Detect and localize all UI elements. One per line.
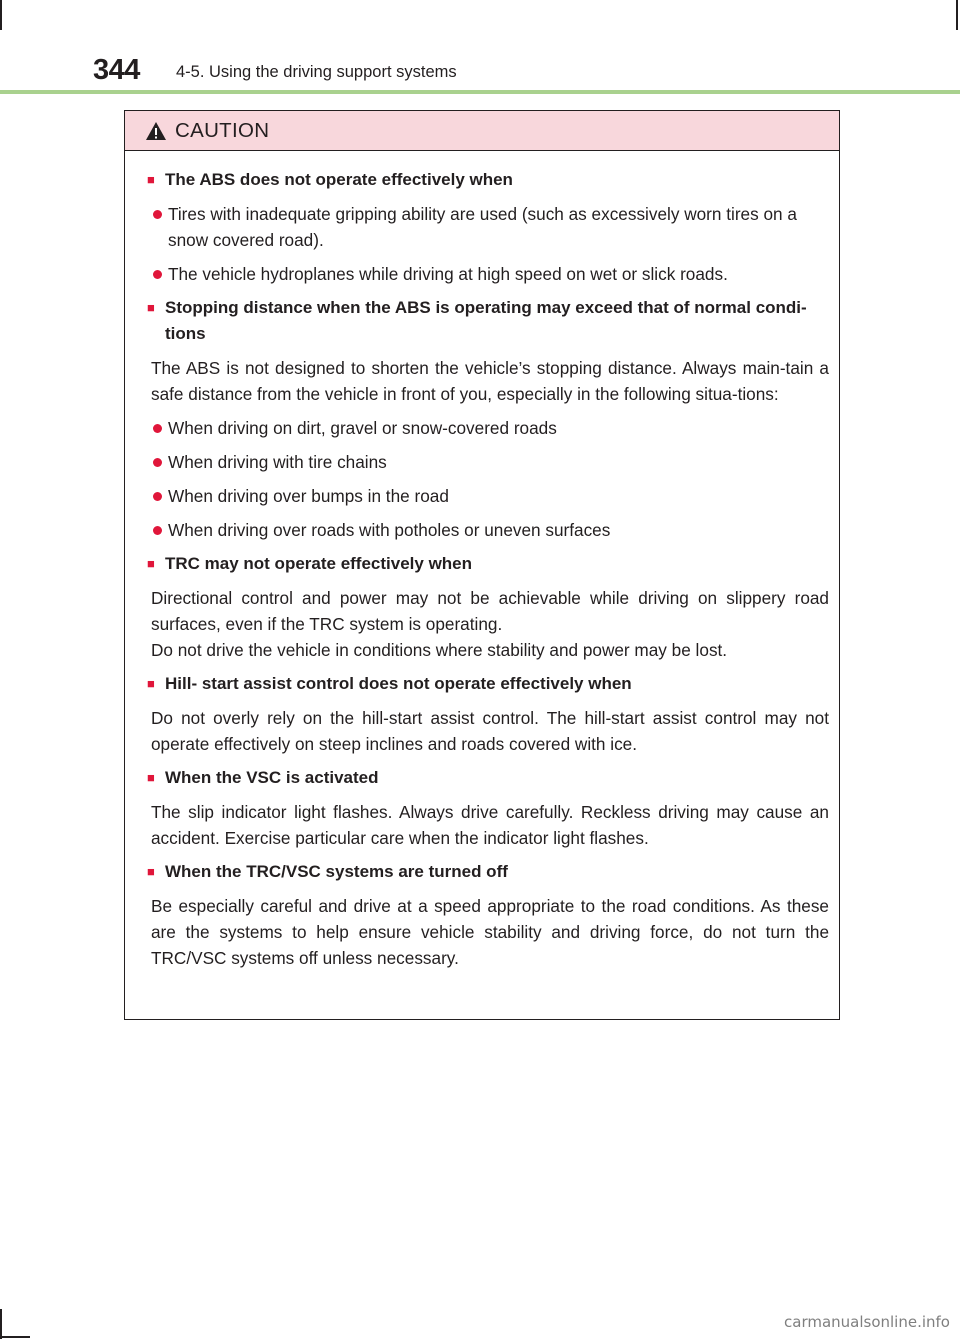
section-heading: ■ The ABS does not operate effectively when bbox=[147, 167, 829, 193]
round-bullet-icon bbox=[153, 526, 162, 535]
list-item: When driving with tire chains bbox=[153, 449, 829, 475]
section-paragraph: The slip indicator light flashes. Always drive carefully. Reckless driving may cause an accident. Exercise particular care when the indicator light flashes. bbox=[151, 802, 829, 848]
section-paragraph: Directional control and power may not be achievable while driving on slippery road surfaces, even if the TRC system is operating. bbox=[151, 588, 829, 634]
square-bullet-icon: ■ bbox=[147, 172, 155, 187]
caution-content bbox=[125, 151, 839, 971]
section-heading: ■ Hill- start assist control does not operate effectively when bbox=[147, 671, 829, 697]
page-header bbox=[0, 0, 960, 96]
square-bullet-icon: ■ bbox=[147, 556, 155, 571]
header-rule bbox=[0, 90, 960, 94]
section-heading: ■ When the TRC/VSC systems are turned off bbox=[147, 859, 829, 885]
list-item: When driving on dirt, gravel or snow-covered roads bbox=[153, 415, 829, 441]
round-bullet-icon bbox=[153, 270, 162, 279]
page-number: 344 bbox=[93, 54, 140, 86]
square-bullet-icon: ■ bbox=[147, 300, 155, 315]
square-bullet-icon: ■ bbox=[147, 864, 155, 879]
section-title: 4-5. Using the driving support systems bbox=[176, 63, 457, 81]
section-paragraph: Do not drive the vehicle in conditions where stability and power may be lost. bbox=[151, 640, 728, 660]
crop-mark-bottom-left-v bbox=[0, 1309, 2, 1339]
list-item: When driving over roads with potholes or uneven surfaces bbox=[153, 517, 829, 543]
list-item: When driving over bumps in the road bbox=[153, 483, 829, 509]
list-item: Tires with inadequate gripping ability are used (such as excessively worn tires on a snow covered road). bbox=[153, 201, 829, 253]
round-bullet-icon bbox=[153, 210, 162, 219]
caution-header bbox=[125, 111, 839, 151]
caution-box bbox=[124, 110, 840, 1020]
section-paragraph: The ABS is not designed to shorten the vehicle’s stopping distance. Always main-tain a safe distance from the vehicle in front of you, especially in the following situa-tions: bbox=[151, 358, 829, 404]
crop-mark-bottom-left-h bbox=[0, 1336, 30, 1338]
round-bullet-icon bbox=[153, 458, 162, 467]
section-heading: ■ TRC may not operate effectively when bbox=[147, 551, 829, 577]
round-bullet-icon bbox=[153, 424, 162, 433]
section-paragraph: Be especially careful and drive at a speed appropriate to the road conditions. As these are the systems to help ensure vehicle stability and driving force, do not turn the TRC/VSC systems off unless necessary. bbox=[151, 896, 829, 968]
watermark: carmanualsonline.info bbox=[784, 1313, 950, 1331]
section-heading: ■ Stopping distance when the ABS is operating may exceed that of normal condi-tions bbox=[147, 295, 829, 347]
square-bullet-icon: ■ bbox=[147, 676, 155, 691]
round-bullet-icon bbox=[153, 492, 162, 501]
caution-title: CAUTION bbox=[175, 118, 270, 142]
square-bullet-icon: ■ bbox=[147, 770, 155, 785]
list-item: The vehicle hydroplanes while driving at high speed on wet or slick roads. bbox=[153, 261, 829, 287]
section-paragraph: Do not overly rely on the hill-start assist control. The hill-start assist control may not operate effectively on steep inclines and roads covered with ice. bbox=[151, 708, 829, 754]
section-heading: ■ When the VSC is activated bbox=[147, 765, 829, 791]
warning-triangle-icon bbox=[145, 121, 167, 141]
